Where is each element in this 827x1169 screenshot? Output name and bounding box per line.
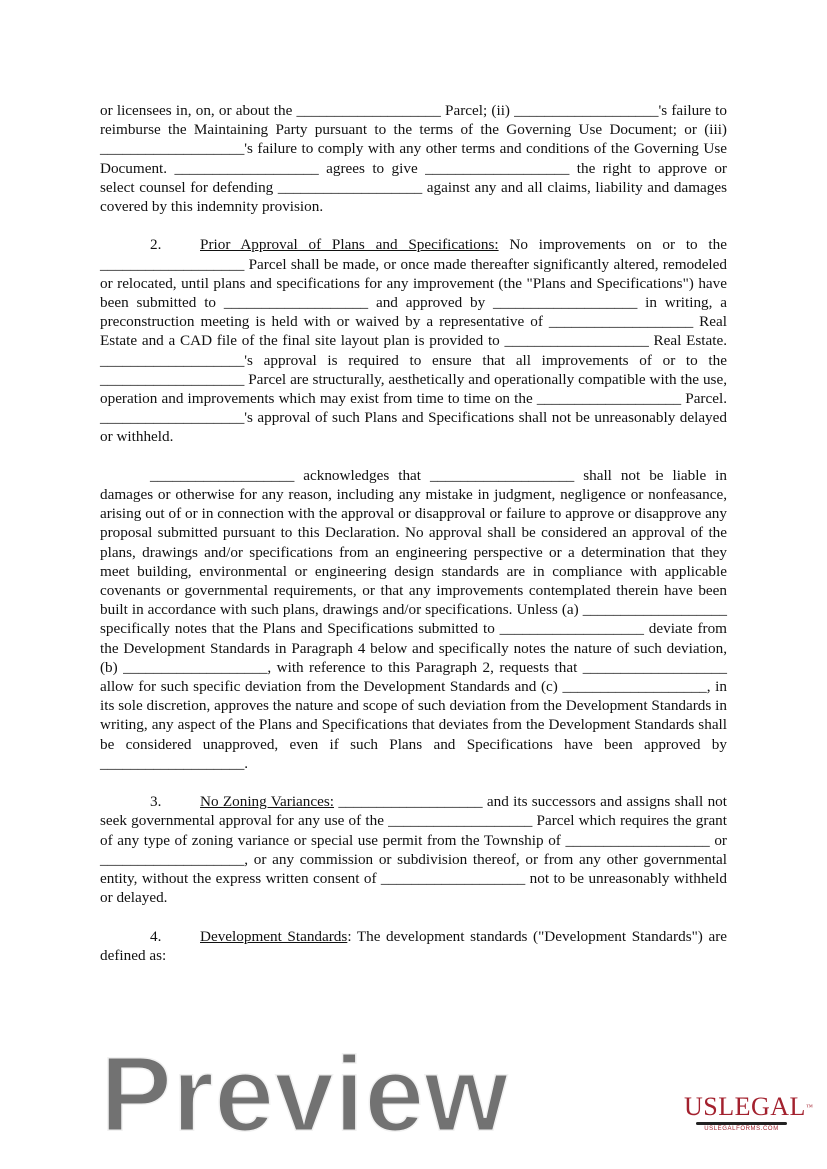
document-page xyxy=(100,101,727,984)
uslegal-logo xyxy=(684,1092,814,1132)
logo-wordmark xyxy=(684,1092,814,1121)
section-heading: No Zoning Variances: xyxy=(200,793,335,811)
section-3-zoning xyxy=(100,792,727,907)
section-number: 3. xyxy=(150,793,162,811)
section-body: : The development standards ("Development Standards") are defined as: xyxy=(100,927,727,964)
section-body: ___________________ and its successors and assigns shall not seek governmental approval for any use of the ___________________ Parcel which requires the grant of any type of zoning variance or special use permit from the Township of ___________________ or ___________________, or any commission or subdivision thereof, or from any other governmental entity, without the express written consent of ___________________ not to be unreasonably withheld or delayed. xyxy=(100,793,727,907)
paragraph-indemnity-continued: or licensees in, on, or about the ___________________ Parcel; (ii) ___________________'s failure to reimburse the Maintaining Party pursuant to the terms of the Governing Use Document; or (iii) ___________________'s failure to comply with any other terms and conditions of the Governing Use Document. ___________________ agrees to give ___________________ the right to approve or select counsel for defending ___________________ against any and all claims, liability and damages covered by this indemnity provision. xyxy=(100,102,727,216)
section-4-development-standards xyxy=(100,927,727,965)
logo-tm: ™ xyxy=(805,1103,814,1111)
section-number: 4. xyxy=(150,927,162,945)
section-body: No improvements on or to the ___________________ Parcel shall be made, or once made thereafter significantly altered, remodeled or relocated, until plans and specifications for any improvement (the "Plans and Specifications") have been submitted to ___________________ and approved by ___________________ in writing, a preconstruction meeting is held with or waived by a representative of ___________________ Real Estate and a CAD file of the final site layout plan is provided to ___________________ Real Estate. ___________________'s approval is required to ensure that all improvements of or to the ___________________ Parcel are structurally, aesthetically and operationally compatible with the use, operation and improvements which may exist from time to time on the ___________________ Parcel. ___________________'s approval of such Plans and Specifications shall not be unreasonably delayed or withheld. xyxy=(100,236,727,446)
preview-watermark: Preview xyxy=(100,1033,509,1154)
logo-brand: USLEGAL xyxy=(684,1092,806,1121)
logo-url: USLEGALFORMS.COM xyxy=(704,1126,779,1132)
section-number: 2. xyxy=(150,236,162,254)
section-heading: Prior Approval of Plans and Specifications: xyxy=(200,236,499,254)
paragraph-approval-liability: ___________________ acknowledges that ___________________ shall not be liable in damages or otherwise for any reason, including any mistake in judgment, negligence or nonfeasance, arising out of or in connection with the approval or disapproval or failure to approve or disapprove any proposal submitted pursuant to this Declaration. No approval shall be considered an approval of the plans, drawings and/or specifications from an engineering perspective or a determination that they meet building, environmental or engineering design standards are in compliance with applicable covenants or governmental requirements, or that any improvements contemplated therein have been built in accordance with such plans, drawings and/or specifications. Unless (a) ___________________ specifically notes that the Plans and Specifications submitted to ___________________ deviate from the Development Standards in Paragraph 4 below and specifically notes the nature of such deviation, (b) ___________________, with reference to this Paragraph 2, requests that ___________________ allow for such specific deviation from the Development Standards and (c) ___________________, in its sole discretion, approves the nature and scope of such deviation from the Development Standards in writing, any aspect of the Plans and Specifications that deviates from the Development Standards shall be considered unapproved, even if such Plans and Specifications have been approved by ___________________. xyxy=(100,466,727,772)
section-heading: Development Standards xyxy=(200,927,348,945)
section-2-prior-approval xyxy=(100,235,727,446)
logo-eagle-icon xyxy=(696,1122,787,1125)
